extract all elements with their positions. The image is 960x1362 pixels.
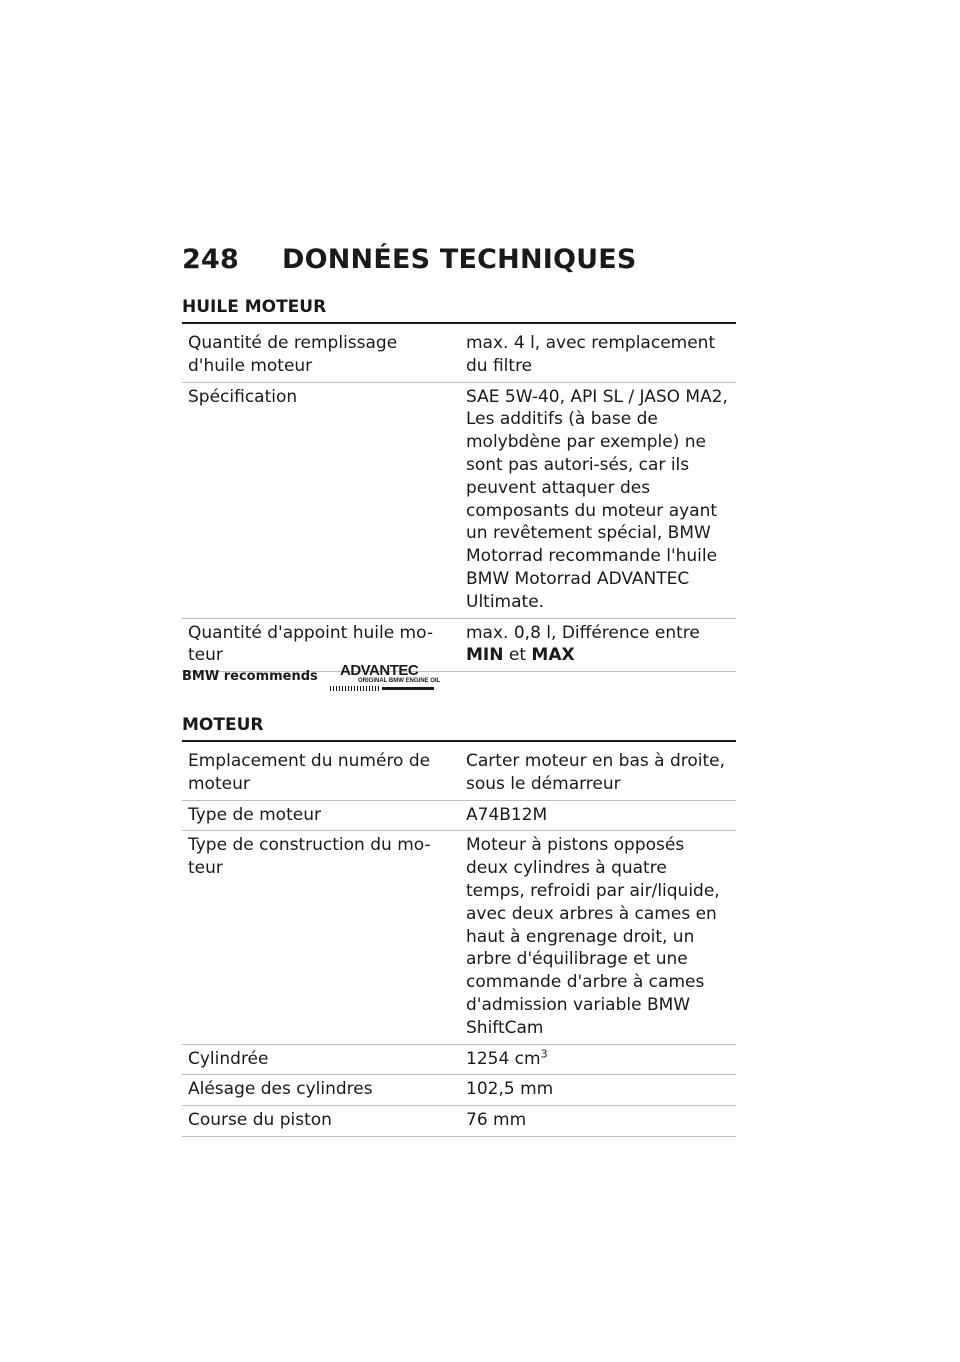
- logo-wordmark: ADVANTEC: [340, 662, 419, 679]
- row-label: Type de moteur: [182, 800, 460, 831]
- row-label: Spécification: [182, 382, 460, 618]
- page-number: 248: [182, 244, 239, 275]
- row-value: SAE 5W-40, API SL / JASO MA2, Les additifs (à base de molybdène par exemple) ne sont pas autori-sés, car ils peuvent attaquer des composants du moteur ayant un revêtement spécial, BMW Motorrad recommande l'huile BMW Motorrad ADVANTEC Ultimate.: [460, 382, 736, 618]
- row-label: Quantité de remplissage d'huile moteur: [182, 329, 460, 382]
- row-label: Alésage des cylindres: [182, 1075, 460, 1106]
- row-value: Carter moteur en bas à droite, sous le démarreur: [460, 747, 736, 800]
- row-label: Emplacement du numéro de moteur: [182, 747, 460, 800]
- table-row: [182, 1106, 736, 1137]
- row-value: 102,5 mm: [460, 1075, 736, 1106]
- bmw-recommends: [182, 662, 482, 702]
- row-value: [460, 1044, 736, 1075]
- page-header: [182, 244, 637, 275]
- row-value: max. 4 l, avec remplacement du filtre: [460, 329, 736, 382]
- engine-spec-table: [182, 747, 736, 1137]
- row-value: A74B12M: [460, 800, 736, 831]
- and-text: et: [508, 645, 527, 666]
- row-label: Course du piston: [182, 1106, 460, 1137]
- table-row: [182, 1044, 736, 1075]
- row-label: Type de construction du mo-teur: [182, 831, 460, 1044]
- table-row: [182, 747, 736, 800]
- table-row: [182, 382, 736, 618]
- table-row: [182, 800, 736, 831]
- row-label: Quantité d'appoint huile mo-teur: [182, 618, 460, 672]
- table-row: [182, 1075, 736, 1106]
- page-title: DONNÉES TECHNIQUES: [282, 244, 637, 275]
- section-title-engine: MOTEUR: [182, 715, 736, 742]
- value-text: 1254 cm: [466, 1048, 541, 1069]
- logo-bar-icon: [330, 686, 434, 691]
- unit-superscript: 3: [540, 1046, 548, 1060]
- row-value: [460, 618, 736, 672]
- section-title-oil: HUILE MOTEUR: [182, 297, 736, 324]
- recommends-text: BMW recommends: [182, 669, 318, 684]
- row-value: Moteur à pistons opposés deux cylindres à quatre temps, refroidi par air/liquide, avec deux arbres à cames en haut à engrenage droit, un arbre d'équilibrage et une commande d'arbre à cames d'admission variable BMW ShiftCam: [460, 831, 736, 1044]
- min-label: MIN: [466, 645, 504, 666]
- advantec-logo: [330, 662, 441, 692]
- oil-spec-table: [182, 329, 736, 672]
- row-value: 76 mm: [460, 1106, 736, 1137]
- value-text: max. 0,8 l, Différence entre: [466, 622, 700, 643]
- logo-subtitle: ORIGINAL BMW ENGINE OIL: [358, 678, 441, 684]
- table-row: [182, 831, 736, 1044]
- table-row: [182, 329, 736, 382]
- row-label: Cylindrée: [182, 1044, 460, 1075]
- max-label: MAX: [531, 645, 575, 666]
